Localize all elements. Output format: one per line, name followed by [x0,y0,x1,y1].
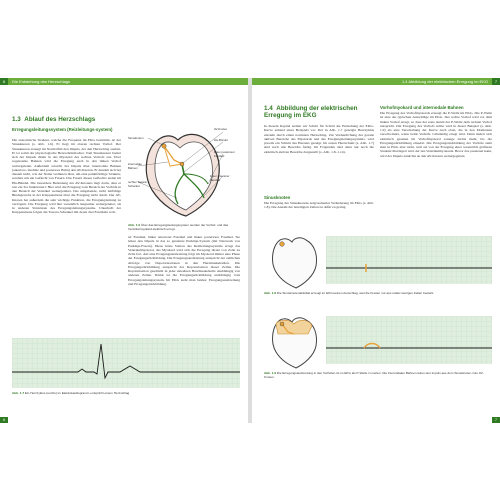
figure-1-7-caption-label: Abb. 1.7 [12,391,25,395]
left-subheading: Erregungsleitungssystem (Reizleitungs-system) [12,127,113,132]
right-running-header [252,78,500,85]
figure-1-9-heart [264,310,324,370]
left-header-page-number: 6 [0,78,8,85]
heart-conduction-diagram [128,118,240,223]
figure-1-9-caption-label: Abb. 1.9 [264,371,277,375]
figure-1-6-caption-label: Abb. 1.6 [128,223,141,227]
figure-1-6-caption-text: Über das Erregungsleitungssystem werden der Vorhof- und das Ventrikelmyokard elektrisch erregt. [128,223,229,231]
label-linker-anteriorer-faszikel: linker anteriorer Faszikel [210,174,230,182]
figure-1-9-caption-text: Die Erregungsausbreitung in den Vorhöfen ist im EKG als P-Welle zu sehen. Die internodalen Bahnen leiten den Impuls aus dem Sinusknoten zum AV-Knoten. [264,371,484,379]
figure-1-8-caption [264,292,492,296]
right-page [252,78,500,423]
figure-1-8-caption-text: Die Sinusknotenaktivität erzeugt im EKG keinen Ausschlag, weil die Kreiten nur aus relativ wenigen Zellen besteht. [276,291,435,295]
label-his-buendel: His-Bündel [214,138,228,142]
figure-1-7-caption-text: Ein Herzzyklus (rechts) im Elektrokardiogramm entspricht einem Herzschlag [24,391,130,395]
left-footer-marker: 6 [0,417,8,423]
left-section-title: Ablauf des Herzschlags [24,116,96,123]
figure-1-9-ecg [326,316,492,364]
ecg-strip-1-9 [326,316,492,364]
sinusknoten-text: Die Erregung des Sinusknotens zeigt keinerlei Veränderung im EKG (s. Abb. 1.8). Die Anzahl der beteiligten Zellen ist dafür zu gering. [264,201,374,210]
label-linker-posteriorer-faszikel: linker posteriorer Faszikel [214,150,235,158]
right-col1-text: In diesem Kapitel stellen wir Schritt für Schritt die Entstehung der EKG-Kurve anhand eines Beispiels vor. Der in Abb. 1.7 gezeigte Herzzyklus entsteht durch einen normalen Herzschlag. Zur Verdeutlichung der gerade aktiven Bereiche des Myokards und des Erregungsleitungssystems, wird jeweils ein Schnitt des Herzens gezeigt. Im ersten Herzschnitt (s. Abb. 1.7) sind noch alle Bereiche farbig. Im Folgenden sind dann nur noch die elektrisch aktiven Bereiche dargestellt (s. Abb. 1.8–1.14). [264,124,374,154]
figure-1-8-caption-label: Abb. 1.8 [264,291,277,295]
right-section-number: 1.4 [264,105,273,112]
figure-1-6 [128,118,240,223]
left-col2-text: ter Faszikel, linker anteriorer Faszikel und linker posteriorer Faszikel. Sie leiten den Impuls in das so genannte Purkinje-System (mit Netzwerk von Purkinje-Fasern). Diese letzte Station des Reizleitungssystems erregt das Ventrikelmyokard, das Myokard wird sich die Erregung direkt von Zelle zu Zelle fort. Auf eine Erregungsausbreitung folgt im Myokard immer eine Phase der Erregungsrückbildung. Die Erregungsausbreitung entspricht der zeitlichen Abfolge von Depolarisationen in den Herzmuskelzellen. Die Erregungsrückbildung entspricht der Repolarisation dieser Zellen. Die Repolarisation geschieht in jeder einzelnen Herzmuskelzelle unabhängig von anderen Zellen. Damit ist die Erregungsrückbildung unabhängig vom Erregungsleitungssystem. Im EKG sieht man beides: Erregungsausbreitung und Erregungsrückbildung. [128,235,240,286]
right-header-page-number: 7 [492,78,500,85]
left-section-heading [12,116,95,123]
right-footer-marker: 7 [492,417,500,423]
left-header-title: Die Entstehung des Herzschlags [12,79,71,84]
label-rechter-tawara-schenkel: rechter Tawara-Schenkel [128,180,148,188]
left-running-header [0,78,248,85]
figure-1-6-caption [128,224,240,232]
left-col1-text: Die anatomische Struktur, welche die Frequenz im EKG bestimmt, ist der Sinusknoten (s. Abb. 1.6). Er liegt im oberen rechten Vorhof. Der Sinusknoten erzeugt im Normalfall den Impuls, der den Herzschlag auslöst. Er ist somit der physiologische Herzschrittmacher. Vom Sinusknoten breitet sich der Impuls direkt in das Myokard des rechten Vorhofs aus. Über sogenannte Bahnen wird die Erregung auch in den linken Vorhof weitergeleitet. Außerdem erreicht der Impuls über internodale Bahnen (anteriore, mediale und posteriore Bahn) den AV-Knoten. Er handelt sich bei diesem nicht, wie der Name vermuten lässt, um eine punktförmige Struktur, sondern um ein Geflecht von Fasern. Das Fasern dieses Geflechts enden im His-Bündel. Die besondere Bedeutung des AV-Knotens liegt darin, dass er wie ein Tor funktioniert: Hier wird die Erregung vom Bereich der Vorhöfe in den Bereich der Ventrikel weitergeleitet. Das umgebende, nicht leitfähige Bindegewebe in der Klappenebene lässt die Erregung nicht durch. Der AV-Knoten hat außerdem die sehr wichtige Funktion, die Erregungsleitung zu verzögern. Die Erregung wird hier wesentlich langsamer weitergeleitet, als in anderen Strukturen des Erregungsleitungssystems. Unterhalb der Klappenebene folgen die Tawara-Schenkel mit deren drei Faszikeln rech- [12,138,121,215]
label-sinusknoten: Sinusknoten [128,136,144,140]
figure-1-7-ecg [12,338,240,388]
ecg-strip-1-7 [12,338,240,388]
figure-1-8-ecg [326,236,492,284]
left-section-number: 1.3 [12,116,21,123]
right-section-title: Abbildung der elektrischen Erregung im EKG [264,105,358,119]
heart-atria-active [264,310,324,370]
right-section-heading [264,105,374,119]
label-av-knoten: AV-Knoten [214,127,228,131]
right-col2-text: Die Erregung des Vorhofmyokards erzeugt die P-Welle im EKG. Die P-Welle ist eine der typischen Ausschläge im EKG. Der rechte Vorhof wird vor dem linken Vorhof erregt, so dass der erste Anteil der P-Welle dem rechten Vorhof entspricht. Die Erregung des Vorhofs selbst wird in dieser Beispiel (s. Abb. 1.9) als eine Verschaltung der Kurve nach oben, die in den Momenten verschwindet, wenn beide Vorhöfe vollständig erregt sind. Dann ändert sich elektrisch gesehen im Vorhofmyokard solange nichts mehr, bis die Erregungsrückbildung einsetzt. Die Erregungsrückbildung der Vorhöfe sieht man in EKG aber nicht, weil sie von der Erregung einer wesentlich größeren Struktur überlagert wird der des Ventrikelmyokards. Bevor das passieren kann, wird der Impuls zunächst an den AV-Knoten weitergegeben. [380,111,492,158]
heart-sinus-active [264,230,324,290]
figure-1-7-caption [12,392,240,396]
figure-1-9-caption [264,372,492,380]
right-col2-heading: Vorhofmyokard und internodale Bahnen [380,105,464,110]
figure-1-8-heart [264,230,324,290]
sinusknoten-heading: Sinusknoten [264,195,291,200]
left-page [0,78,248,423]
right-header-title: 1.4 Abbildung der elektrischen Erregung im EKG [401,79,488,84]
label-internodale-bahnen: internodale Bahnen [128,162,142,170]
ecg-strip-1-8 [326,236,492,284]
